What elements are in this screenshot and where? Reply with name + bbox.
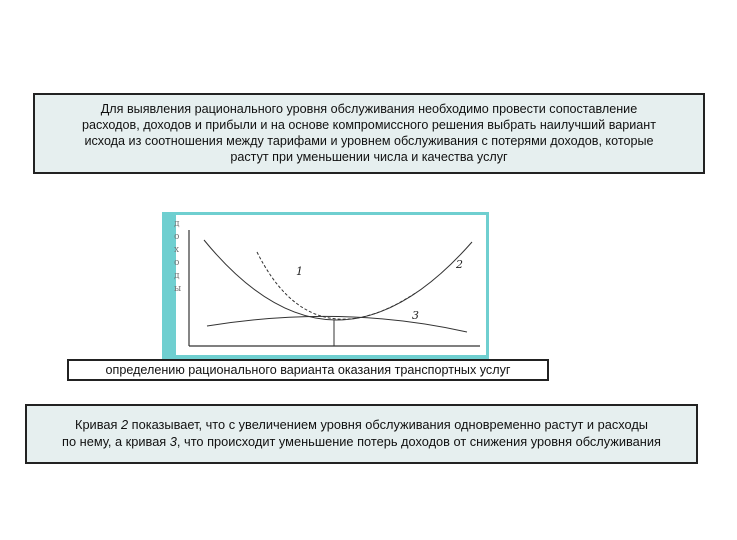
cost-revenue-figure — [162, 212, 489, 362]
explanation-line-1 — [33, 416, 690, 433]
figure-caption: определению рационального варианта оказания транспортных услуг — [67, 359, 549, 381]
curve-3-ref: 3 — [169, 434, 177, 449]
y-axis-label-char: о — [174, 258, 180, 268]
intro-line-2: расходов, доходов и прибыли и на основе компромиссного решения выбрать наилучший вариант — [81, 118, 657, 132]
explanation-text-box — [25, 404, 698, 464]
y-axis-label-char: х — [174, 245, 180, 255]
explanation-line-2 — [33, 433, 690, 450]
curve-3-label: 3 — [412, 309, 419, 322]
plot-background — [176, 215, 486, 355]
explanation-line-2-end: , что происходит уменьшение потерь доходов от снижения уровня обслуживания — [176, 434, 661, 449]
intro-line-3: исхода из соотношения между тарифами и уровнем обслуживания с потерями доходов, которые — [84, 134, 654, 148]
curve-2-label: 2 — [456, 258, 463, 271]
explanation-line-1-end: показывает, что с увеличением уровня обслуживания одновременно растут и расходы — [128, 417, 648, 432]
intro-text-box — [33, 93, 705, 174]
curve-2-ref: 2 — [120, 417, 129, 432]
y-axis-label-char: ы — [174, 284, 182, 294]
curves-plot — [162, 212, 489, 362]
y-axis-label-char: д — [174, 271, 180, 281]
intro-line-4: растут при уменьшении числа и качества услуг — [230, 150, 508, 164]
explanation-line-1-start: Кривая — [74, 417, 121, 432]
y-axis-label-char: д — [174, 219, 180, 229]
curve-1-label: 1 — [296, 265, 303, 278]
explanation-line-2-start: по нему, а кривая — [62, 434, 170, 449]
intro-line-1: Для выявления рационального уровня обслуживания необходимо провести сопоставление — [100, 102, 638, 116]
y-axis-label-char: о — [174, 232, 180, 242]
